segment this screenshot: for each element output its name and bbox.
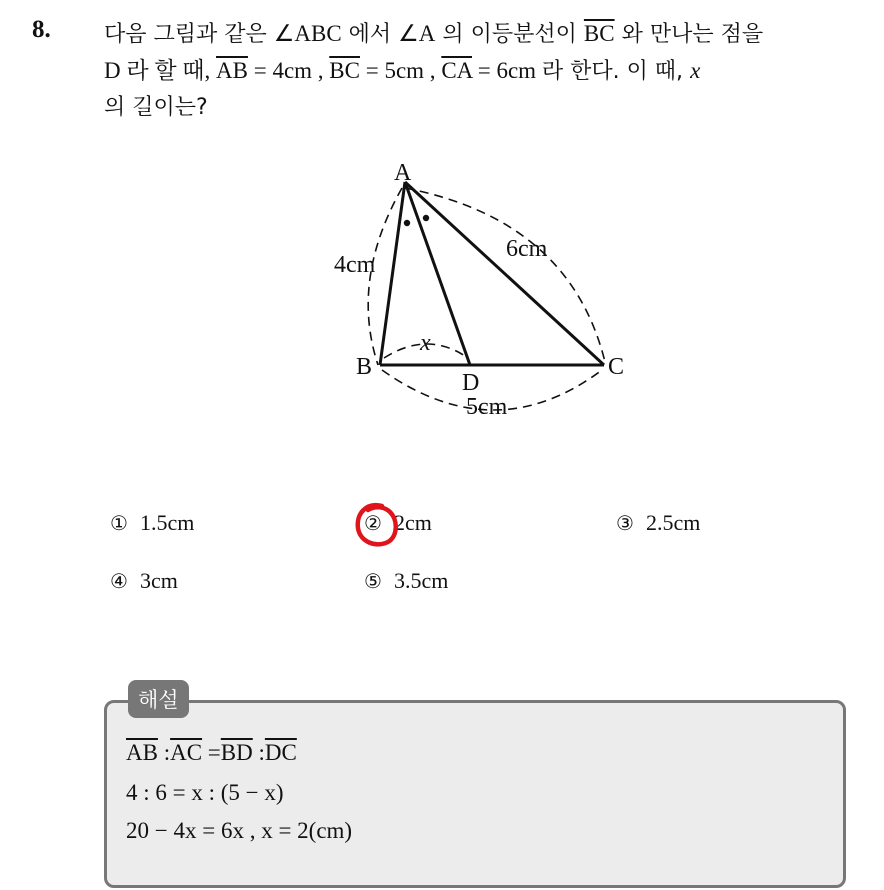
choice-5[interactable] bbox=[364, 568, 448, 594]
solution-tag: 해설 bbox=[128, 680, 189, 718]
triangle-figure bbox=[320, 150, 640, 430]
question-number: 8. bbox=[32, 16, 51, 43]
label-ac: 6cm bbox=[506, 236, 548, 262]
choice-3-mark: ③ bbox=[616, 511, 634, 535]
choice-1-text: 1.5cm bbox=[139, 510, 195, 535]
label-ab: 4cm bbox=[334, 252, 376, 278]
choice-4-text: 3cm bbox=[139, 568, 178, 593]
side-ab bbox=[380, 182, 405, 365]
choice-2-mark: ② bbox=[364, 511, 382, 535]
choice-3[interactable] bbox=[616, 510, 700, 536]
label-x: x bbox=[420, 330, 431, 356]
choice-4[interactable] bbox=[110, 568, 178, 594]
label-bc: 5cm bbox=[466, 394, 508, 420]
solution-line-2: 4 : 6 = x : (5 − x) bbox=[126, 780, 284, 805]
side-ac bbox=[405, 182, 604, 365]
choice-3-text: 2.5cm bbox=[645, 510, 701, 535]
choice-4-mark: ④ bbox=[110, 569, 128, 593]
choice-1-mark: ① bbox=[110, 511, 128, 535]
choice-1[interactable] bbox=[110, 510, 194, 536]
choice-5-text: 3.5cm bbox=[393, 568, 449, 593]
choice-5-mark: ⑤ bbox=[364, 569, 382, 593]
label-b: B bbox=[356, 354, 373, 380]
solution-line-3: 20 − 4x = 6x , x = 2(cm) bbox=[126, 818, 353, 843]
label-d: D bbox=[462, 370, 480, 396]
answer-circle-mark bbox=[352, 500, 402, 550]
bisector-ad bbox=[405, 182, 470, 365]
angle-dot-left bbox=[404, 220, 410, 226]
question-text: 다음 그림과 같은 ∠ABC 에서 ∠A 의 이등분선이 $\overline{BC}$ 와 만나는 점을 D 라 할 때, $\overline{AB} = 4cm$ , $\overline{BC} = 5cm$ , $\overline{CA} = 6cm$ 라 한다. 이 때, x 의 길이는? bbox=[104, 21, 764, 120]
label-c: C bbox=[608, 354, 625, 380]
choice-2-text: 2cm bbox=[393, 510, 432, 535]
solution-line-1: $\overline{AB}$ $:\overline{AC} =\overline{BD}$ $:\overline{DC}$ bbox=[126, 740, 297, 765]
label-a: A bbox=[394, 160, 412, 186]
angle-dot-right bbox=[423, 215, 429, 221]
